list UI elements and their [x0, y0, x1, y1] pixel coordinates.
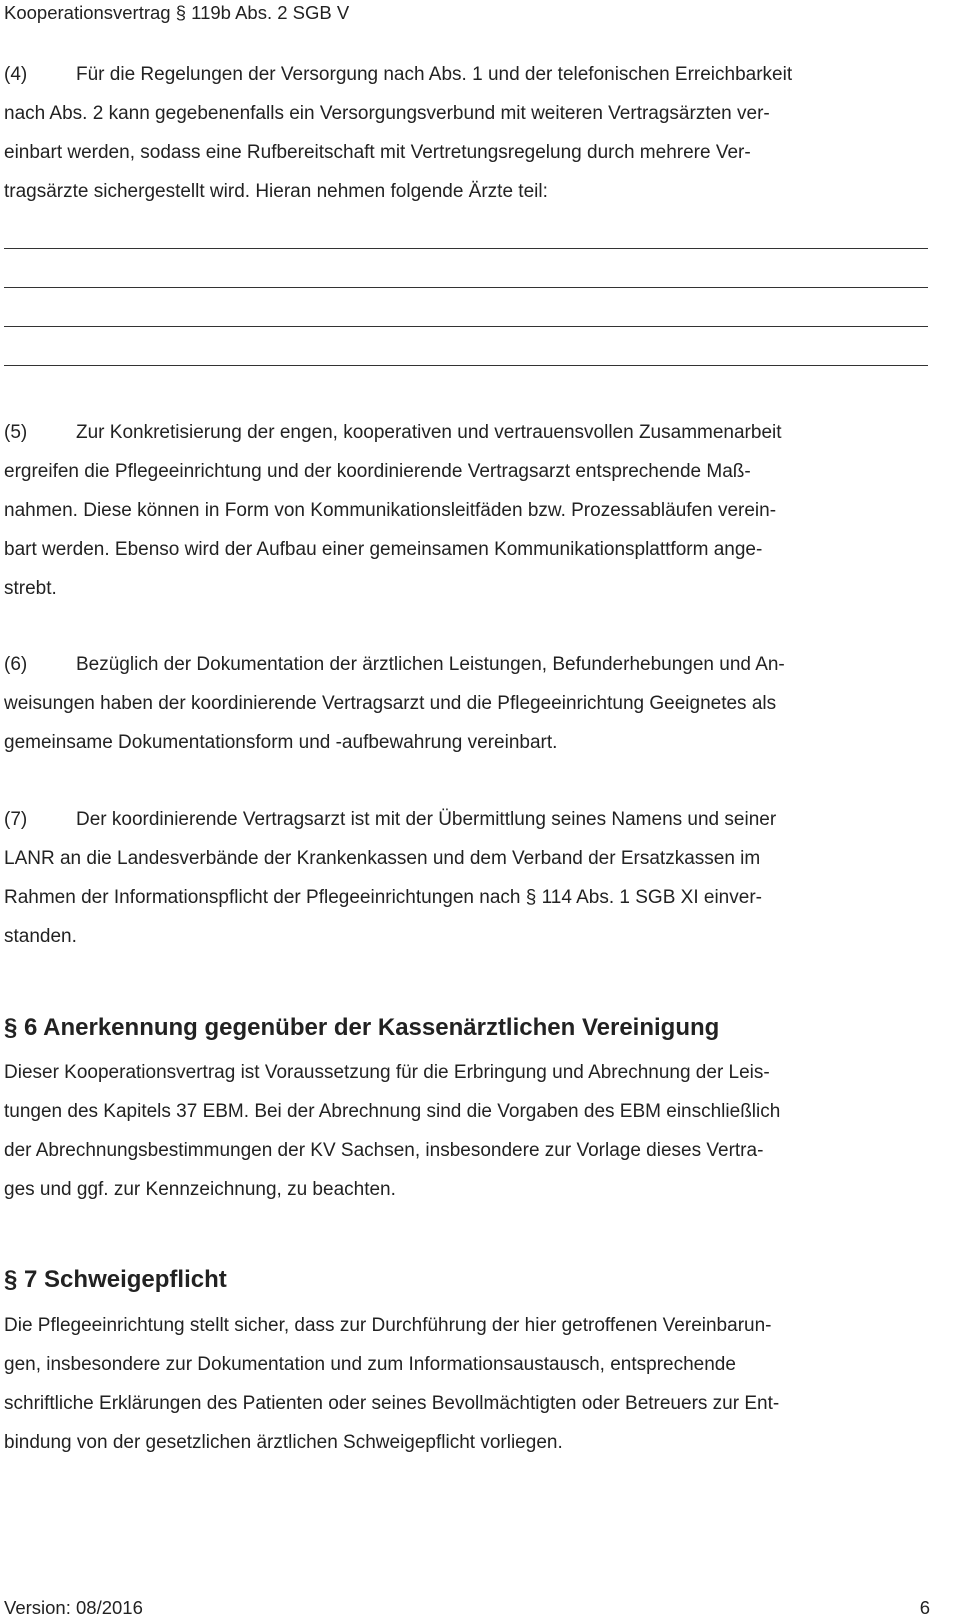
- section-6-body: [4, 1053, 928, 1209]
- paragraph-7-number: (7): [4, 809, 28, 830]
- section-7-line-1: Die Pflegeeinrichtung stellt sicher, dass zur Durchführung der hier getroffenen Vereinbarun-: [4, 1315, 772, 1336]
- section-7-line-4: bindung von der gesetzlichen ärztlichen Schweigepflicht vorliegen.: [4, 1432, 563, 1453]
- paragraph-6-number: (6): [4, 654, 28, 675]
- paragraph-5-number: (5): [4, 422, 28, 443]
- paragraph-6-line-3: gemeinsame Dokumentationsform und -aufbewahrung vereinbart.: [4, 732, 558, 753]
- blank-line-4: [4, 365, 928, 366]
- paragraph-7-line-1: (7) Der koordinierende Vertragsarzt ist mit der Übermittlung seines Namens und seiner: [4, 800, 928, 839]
- paragraph-5-line-5: strebt.: [4, 578, 57, 599]
- section-6-line-2: tungen des Kapitels 37 EBM. Bei der Abrechnung sind die Vorgaben des EBM einschließlich: [4, 1101, 781, 1122]
- section-7-line-2: gen, insbesondere zur Dokumentation und zum Informationsaustausch, entsprechende: [4, 1354, 736, 1375]
- paragraph-4-number: (4): [4, 64, 28, 85]
- paragraph-6: [4, 645, 928, 762]
- paragraph-4-line-2: nach Abs. 2 kann gegebenenfalls ein Versorgungsverbund mit weiteren Vertragsärzten ver-: [4, 103, 770, 124]
- paragraph-7-line-4: standen.: [4, 926, 77, 947]
- paragraph-5: [4, 413, 928, 608]
- section-7-title: 7 Schweigepflicht: [24, 1266, 227, 1293]
- section-sign-icon: §: [4, 1014, 18, 1041]
- paragraph-5-line-1: (5) Zur Konkretisierung der engen, kooperativen und vertrauensvollen Zusammenarbeit: [4, 413, 928, 452]
- section-7-body: [4, 1306, 928, 1462]
- paragraph-4-line-3: einbart werden, sodass eine Rufbereitschaft mit Vertretungsregelung durch mehrere Ver-: [4, 142, 751, 163]
- section-6-line-4: ges und ggf. zur Kennzeichnung, zu beachten.: [4, 1179, 396, 1200]
- paragraph-7: [4, 800, 928, 956]
- section-6-heading: [4, 1013, 719, 1043]
- blank-line-3: [4, 326, 928, 327]
- section-sign-icon: §: [4, 1266, 18, 1293]
- paragraph-4-line-1: (4) Für die Regelungen der Versorgung nach Abs. 1 und der telefonischen Erreichbarkeit: [4, 55, 928, 94]
- paragraph-6-line-1: (6) Bezüglich der Dokumentation der ärztlichen Leistungen, Befunderhebungen und An-: [4, 645, 928, 684]
- document-header: Kooperationsvertrag § 119b Abs. 2 SGB V: [4, 2, 350, 23]
- paragraph-5-line-2: ergreifen die Pflegeeinrichtung und der koordinierende Vertragsarzt entsprechende Maß-: [4, 461, 751, 482]
- paragraph-4-line-4: tragsärzte sichergestellt wird. Hieran nehmen folgende Ärzte teil:: [4, 181, 548, 202]
- footer-version: Version: 08/2016: [4, 1597, 143, 1618]
- blank-line-1: [4, 248, 928, 249]
- paragraph-7-line-3: Rahmen der Informationspflicht der Pflegeeinrichtungen nach § 114 Abs. 1 SGB XI einver-: [4, 887, 762, 908]
- section-6-title: 6 Anerkennung gegenüber der Kassenärztlichen Vereinigung: [24, 1014, 720, 1041]
- section-7-line-3: schriftliche Erklärungen des Patienten oder seines Bevollmächtigten oder Betreuers zur Ent-: [4, 1393, 780, 1414]
- section-7-heading: [4, 1265, 227, 1295]
- blank-line-2: [4, 287, 928, 288]
- paragraph-6-line-2: weisungen haben der koordinierende Vertragsarzt und die Pflegeeinrichtung Geeignetes als: [4, 693, 777, 714]
- footer-page-number: 6: [919, 1597, 930, 1618]
- paragraph-7-line-2: LANR an die Landesverbände der Krankenkassen und dem Verband der Ersatzkassen im: [4, 848, 761, 869]
- paragraph-4: [4, 55, 928, 211]
- section-6-line-3: der Abrechnungsbestimmungen der KV Sachsen, insbesondere zur Vorlage dieses Vertra-: [4, 1140, 764, 1161]
- paragraph-5-line-4: bart werden. Ebenso wird der Aufbau einer gemeinsamen Kommunikationsplattform ange-: [4, 539, 763, 560]
- section-6-line-1: Dieser Kooperationsvertrag ist Voraussetzung für die Erbringung und Abrechnung der Leis-: [4, 1062, 770, 1083]
- paragraph-5-line-3: nahmen. Diese können in Form von Kommunikationsleitfäden bzw. Prozessabläufen verein-: [4, 500, 777, 521]
